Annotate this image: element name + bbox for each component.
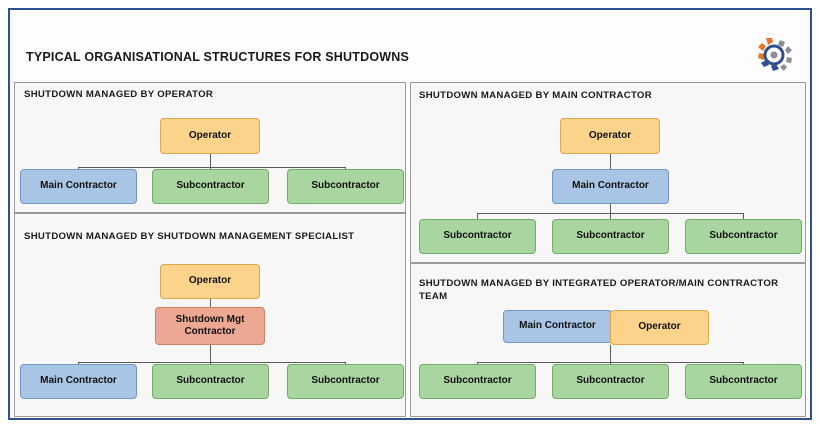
node-main-contractor[interactable]: Main Contractor: [20, 169, 137, 204]
node-subcontractor[interactable]: Subcontractor: [419, 219, 536, 254]
connector-horizontal: [78, 167, 345, 168]
panel-specialist-title: SHUTDOWN MANAGED BY SHUTDOWN MANAGEMENT SPECIALIST: [24, 231, 355, 242]
node-operator[interactable]: Operator: [160, 118, 260, 154]
node-subcontractor[interactable]: Subcontractor: [685, 219, 802, 254]
node-operator[interactable]: Operator: [610, 310, 709, 345]
node-subcontractor[interactable]: Subcontractor: [552, 219, 669, 254]
page-title: TYPICAL ORGANISATIONAL STRUCTURES FOR SHUTDOWNS: [26, 50, 410, 64]
node-main-contractor[interactable]: Main Contractor: [20, 364, 137, 399]
node-operator[interactable]: Operator: [560, 118, 660, 154]
node-subcontractor[interactable]: Subcontractor: [152, 364, 269, 399]
panel-integrated-title: SHUTDOWN MANAGED BY INTEGRATED OPERATOR/MAIN CONTRACTOR TEAM: [419, 278, 779, 302]
node-subcontractor[interactable]: Subcontractor: [287, 364, 404, 399]
connector-vertical: [210, 154, 211, 167]
connector-vertical: [610, 154, 611, 169]
connector-vertical: [210, 345, 211, 362]
node-subcontractor[interactable]: Subcontractor: [287, 169, 404, 204]
connector-vertical: [210, 299, 211, 307]
node-subcontractor[interactable]: Subcontractor: [685, 364, 802, 399]
panel-main-contractor-title: SHUTDOWN MANAGED BY MAIN CONTRACTOR: [419, 90, 652, 101]
panel-operator-title: SHUTDOWN MANAGED BY OPERATOR: [24, 89, 214, 100]
node-subcontractor[interactable]: Subcontractor: [419, 364, 536, 399]
node-subcontractor[interactable]: Subcontractor: [552, 364, 669, 399]
node-main-contractor[interactable]: Main Contractor: [552, 169, 669, 204]
connector-vertical: [610, 204, 611, 213]
node-subcontractor[interactable]: Subcontractor: [152, 169, 269, 204]
node-main-contractor[interactable]: Main Contractor: [503, 310, 612, 343]
node-operator[interactable]: Operator: [160, 264, 260, 299]
connector-vertical: [610, 345, 611, 362]
node-shutdown-mgt-contractor[interactable]: Shutdown Mgt Contractor: [155, 307, 265, 345]
gear-logo-icon: [754, 34, 796, 76]
connector-horizontal: [78, 362, 345, 363]
